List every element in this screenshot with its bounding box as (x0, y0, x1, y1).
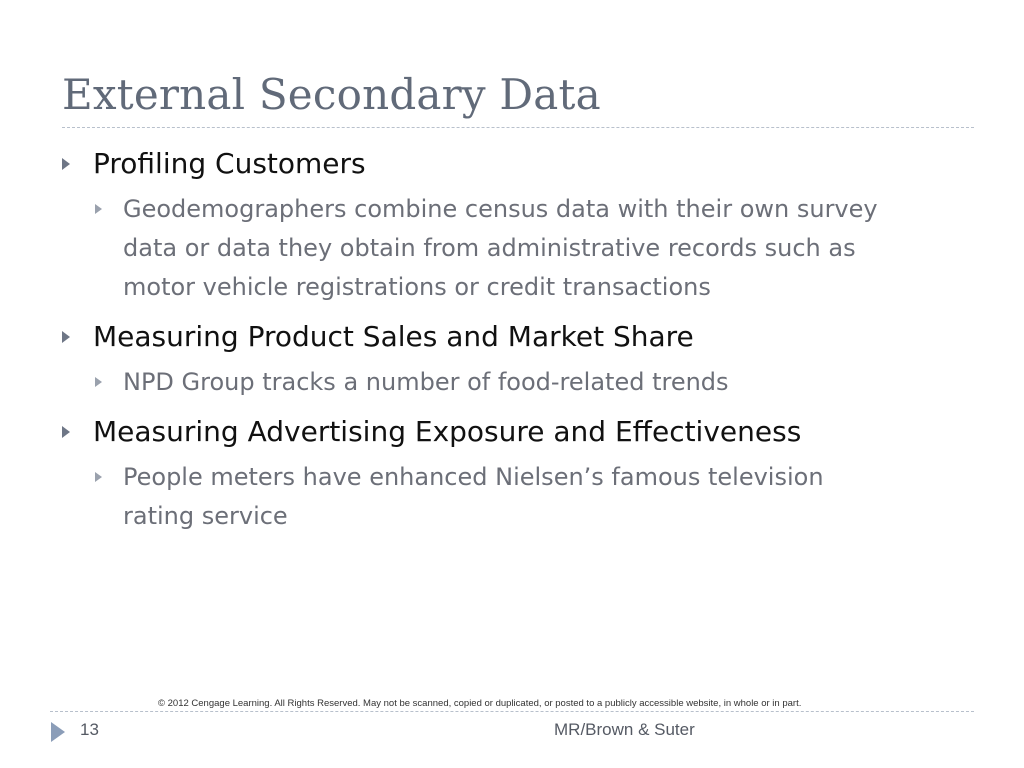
page-number: 13 (80, 720, 99, 739)
sub-bullet-line: People meters have enhanced Nielsen’s famous television (123, 463, 824, 491)
triangle-right-small-icon (95, 472, 102, 482)
sub-bullet-line: data or data they obtain from administrative records such as (123, 234, 856, 262)
sub-bullet-line: rating service (123, 502, 288, 530)
footer-source: MR/Brown & Suter (554, 720, 695, 739)
bullet-text: Measuring Advertising Exposure and Effectiveness (93, 415, 802, 448)
bullet-text: Measuring Product Sales and Market Share (93, 320, 694, 353)
triangle-right-icon (62, 331, 70, 343)
bullet-list (62, 144, 974, 536)
slide-title: External Secondary Data (62, 70, 601, 119)
title-divider (62, 127, 974, 128)
triangle-right-icon (62, 158, 70, 170)
sub-bullet-item (62, 190, 974, 307)
triangle-right-small-icon (95, 204, 102, 214)
bullet-item (62, 317, 974, 357)
triangle-right-icon (62, 426, 70, 438)
play-arrow-icon (51, 722, 65, 742)
sub-bullet-item (62, 363, 974, 402)
triangle-right-small-icon (95, 377, 102, 387)
bullet-item (62, 412, 974, 452)
footer-divider (50, 711, 974, 712)
sub-bullet-item (62, 458, 974, 536)
sub-bullet-line: Geodemographers combine census data with their own survey (123, 195, 878, 223)
sub-bullet-line: motor vehicle registrations or credit transactions (123, 273, 711, 301)
bullet-text: Profiling Customers (93, 147, 366, 180)
bullet-item (62, 144, 974, 184)
sub-bullet-line: NPD Group tracks a number of food-related trends (123, 368, 729, 396)
copyright-notice: © 2012 Cengage Learning. All Rights Reserved. May not be scanned, copied or duplicated, or posted to a publicly accessible website, in whole or in part. (158, 698, 802, 709)
